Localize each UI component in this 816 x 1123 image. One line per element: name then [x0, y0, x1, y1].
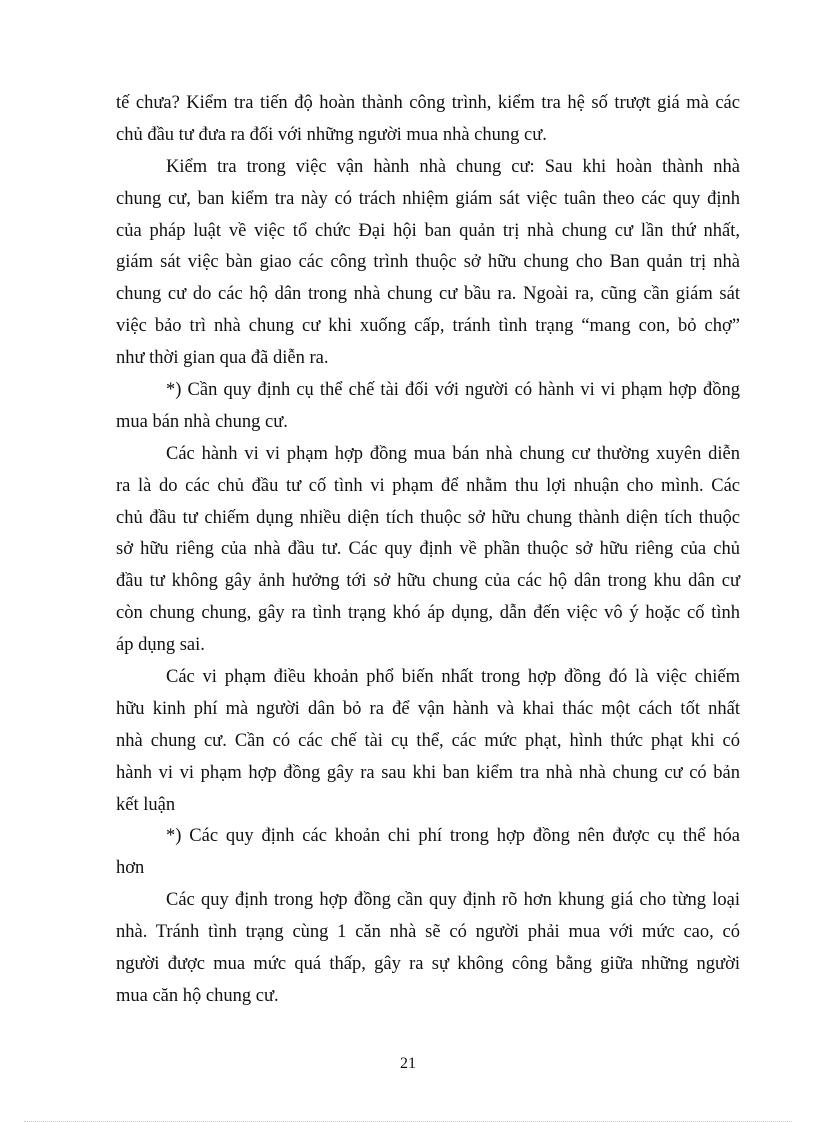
text-line: chung cư do các hộ dân trong nhà chung cư bầu ra. Ngoài ra, cũng cần giám sát: [116, 284, 740, 305]
text-line: như thời gian qua đã diễn ra.: [116, 348, 329, 369]
paragraph-first-line: Kiểm tra trong việc vận hành nhà chung cư: Sau khi hoàn thành nhà: [166, 156, 740, 177]
text-line: hữu kinh phí mà người dân bỏ ra để vận hành và khai thác một cách tốt nhất: [116, 698, 740, 719]
paragraph-first-line: *) Cần quy định cụ thể chế tài đối với người có hành vi vi phạm hợp đồng: [166, 380, 740, 401]
page-number: 21: [400, 1055, 416, 1072]
text-line: chung cư, ban kiểm tra này có trách nhiệm giám sát việc tuân theo các quy định: [116, 188, 740, 209]
text-line: ra là do các chủ đầu tư cố tình vi phạm để nhằm thu lợi nhuận cho mình. Các: [116, 475, 740, 496]
text-line: hành vi vi phạm hợp đồng gây ra sau khi ban kiểm tra nhà nhà chung cư có bản: [116, 762, 740, 783]
paragraph-first-line: *) Các quy định các khoản chi phí trong hợp đồng nên được cụ thể hóa: [166, 826, 740, 847]
text-line: sở hữu riêng của nhà đầu tư. Các quy định về phần thuộc sở hữu riêng của chủ: [116, 539, 740, 560]
text-line: nhà. Tránh tình trạng cùng 1 căn nhà sẽ có người phải mua với mức cao, có: [116, 922, 740, 943]
text-line: của pháp luật về việc tổ chức Đại hội ban quản trị nhà chung cư lần thứ nhất,: [116, 220, 740, 241]
text-line: chủ đầu tư đưa ra đối với những người mua nhà chung cư.: [116, 124, 547, 145]
text-line: đầu tư không gây ảnh hưởng tới sở hữu chung của các hộ dân trong khu dân cư: [116, 571, 740, 592]
text-line: tế chưa? Kiểm tra tiến độ hoàn thành công trình, kiểm tra hệ số trượt giá mà các: [116, 93, 740, 113]
paragraph-first-line: Các hành vi vi phạm hợp đồng mua bán nhà chung cư thường xuyên diễn: [166, 443, 740, 464]
text-line: người được mua mức quá thấp, gây ra sự không công bằng giữa những người: [116, 954, 740, 975]
text-line: mua bán nhà chung cư.: [116, 411, 288, 432]
text-line: áp dụng sai.: [116, 635, 205, 656]
paragraph-first-line: Các vi phạm điều khoản phổ biến nhất trong hợp đồng đó là việc chiếm: [166, 667, 740, 688]
text-line: mua căn hộ chung cư.: [116, 985, 279, 1006]
text-line: giám sát việc bàn giao các công trình thuộc sở hữu chung cho Ban quản trị nhà: [116, 252, 740, 273]
text-line: chủ đầu tư chiếm dụng nhiều diện tích thuộc sở hữu chung thành diện tích thuộc: [116, 507, 740, 528]
text-line: nhà chung cư. Cần có các chế tài cụ thể, các mức phạt, hình thức phạt khi có: [116, 730, 740, 751]
page-bottom-rule: [24, 1121, 792, 1122]
body-text: [116, 88, 740, 1013]
text-line: hơn: [116, 858, 145, 879]
text-line: còn chung chung, gây ra tình trạng khó áp dụng, dẫn đến việc vô ý hoặc cố tình: [116, 603, 740, 624]
paragraph-first-line: Các quy định trong hợp đồng cần quy định rõ hơn khung giá cho từng loại: [166, 890, 740, 911]
text-line: việc bảo trì nhà chung cư khi xuống cấp, tránh tình trạng “mang con, bỏ chợ”: [116, 316, 740, 337]
text-line: kết luận: [116, 794, 176, 815]
